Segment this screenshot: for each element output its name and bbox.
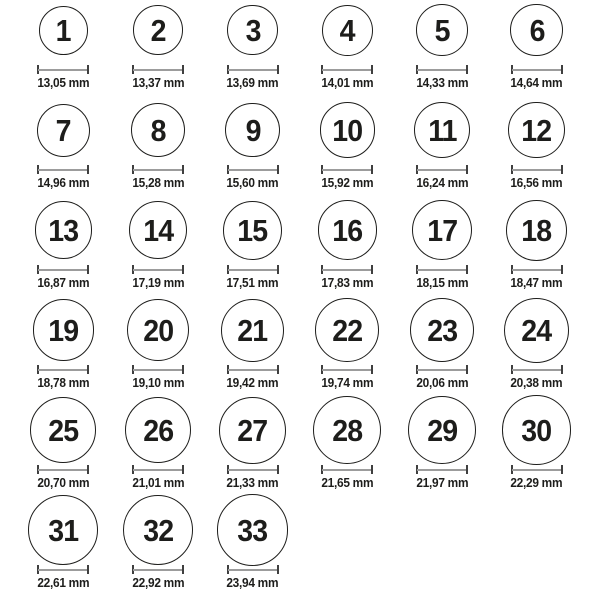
- measure-tick-right-icon: [87, 65, 89, 74]
- measure-line: [38, 469, 88, 471]
- diameter-measure-line: [37, 265, 89, 274]
- ring-size-number: 23: [427, 312, 457, 348]
- diameter-label: 18,47 mm: [510, 276, 563, 291]
- diameter-label: 15,28 mm: [132, 176, 184, 191]
- measure-line: [322, 169, 372, 171]
- measure-tick-right-icon: [182, 465, 184, 474]
- diameter-label: 16,87 mm: [37, 276, 90, 291]
- diameter-label: 20,06 mm: [416, 376, 468, 391]
- ring-circle-area: [205, 100, 300, 160]
- ring-size-item: [395, 0, 490, 100]
- ring-circle: [225, 103, 280, 158]
- diameter-label: 19,42 mm: [226, 376, 279, 391]
- diameter-measure-line: [416, 265, 468, 274]
- measure-tick-right-icon: [561, 465, 563, 474]
- diameter-measure-line: [227, 265, 279, 274]
- ring-circle-area: [300, 0, 395, 60]
- diameter-label: 17,83 mm: [321, 276, 374, 291]
- ring-size-item: [16, 100, 111, 200]
- ring-size-number: 21: [237, 312, 268, 348]
- measure-tick-right-icon: [466, 465, 468, 474]
- ring-size-item: [205, 200, 300, 300]
- ring-circle: [28, 495, 98, 565]
- ring-size-number: 15: [237, 212, 268, 248]
- ring-circle-area: [205, 300, 300, 360]
- ring-circle-area: [111, 400, 206, 460]
- ring-circle-area: [111, 200, 206, 260]
- diameter-label: 21,33 mm: [226, 476, 279, 491]
- measure-line: [417, 469, 467, 471]
- ring-circle: [410, 298, 474, 362]
- diameter-measure-line: [132, 165, 184, 174]
- ring-circle-area: [395, 100, 490, 160]
- diameter-measure-line: [132, 465, 184, 474]
- measure-line: [228, 269, 278, 271]
- ring-size-number: 16: [332, 212, 363, 248]
- measure-tick-right-icon: [561, 265, 563, 274]
- ring-size-number: 32: [143, 512, 173, 548]
- ring-circle: [416, 4, 468, 56]
- diameter-measure-line: [416, 65, 468, 74]
- measure-tick-right-icon: [87, 365, 89, 374]
- ring-circle: [39, 6, 88, 55]
- ring-size-number: 28: [332, 412, 363, 448]
- ring-size-number: 30: [521, 412, 552, 448]
- diameter-measure-line: [132, 265, 184, 274]
- ring-size-item: [489, 300, 584, 400]
- measure-line: [512, 269, 562, 271]
- diameter-label: 14,64 mm: [510, 76, 563, 91]
- measure-line: [322, 69, 372, 71]
- ring-size-item: [16, 300, 111, 400]
- measure-tick-right-icon: [277, 65, 279, 74]
- measure-tick-right-icon: [277, 165, 279, 174]
- ring-size-item: [16, 500, 111, 600]
- ring-size-number: 24: [521, 312, 552, 348]
- diameter-label: 16,24 mm: [416, 176, 468, 191]
- ring-circle-area: [489, 100, 584, 160]
- ring-circle: [320, 102, 375, 157]
- diameter-measure-line: [511, 465, 563, 474]
- measure-tick-right-icon: [182, 565, 184, 574]
- diameter-measure-line: [227, 165, 279, 174]
- diameter-measure-line: [37, 365, 89, 374]
- measure-tick-right-icon: [561, 65, 563, 74]
- ring-circle: [414, 102, 470, 158]
- measure-tick-right-icon: [561, 365, 563, 374]
- measure-line: [322, 269, 372, 271]
- measure-line: [38, 169, 88, 171]
- ring-size-number: 22: [332, 312, 363, 348]
- measure-tick-right-icon: [182, 265, 184, 274]
- diameter-measure-line: [321, 465, 373, 474]
- measure-line: [38, 69, 88, 71]
- diameter-label: 13,37 mm: [132, 76, 184, 91]
- diameter-label: 15,92 mm: [321, 176, 374, 191]
- diameter-label: 13,05 mm: [37, 76, 90, 91]
- measure-tick-right-icon: [371, 65, 373, 74]
- ring-circle-area: [205, 0, 300, 60]
- ring-circle-area: [300, 100, 395, 160]
- ring-size-number: 5: [434, 12, 450, 48]
- ring-circle: [127, 299, 189, 361]
- measure-line: [228, 569, 278, 571]
- diameter-measure-line: [132, 365, 184, 374]
- ring-circle-area: [395, 0, 490, 60]
- ring-size-number: 20: [143, 312, 173, 348]
- diameter-measure-line: [511, 265, 563, 274]
- ring-size-number: 11: [427, 112, 457, 148]
- ring-circle: [125, 397, 192, 464]
- measure-line: [228, 469, 278, 471]
- ring-circle-area: [395, 300, 490, 360]
- ring-size-item: [489, 200, 584, 300]
- diameter-label: 22,61 mm: [37, 576, 90, 591]
- measure-line: [38, 369, 88, 371]
- measure-tick-right-icon: [466, 265, 468, 274]
- measure-line: [512, 169, 562, 171]
- ring-circle-area: [16, 100, 111, 160]
- measure-line: [417, 269, 467, 271]
- ring-circle: [219, 397, 286, 464]
- ring-size-number: 12: [521, 112, 552, 148]
- ring-size-item: [489, 400, 584, 500]
- ring-circle: [221, 299, 284, 362]
- measure-line: [417, 169, 467, 171]
- measure-tick-right-icon: [561, 165, 563, 174]
- ring-circle: [30, 397, 96, 463]
- ring-size-item: [300, 200, 395, 300]
- ring-circle: [504, 298, 569, 363]
- ring-circle-area: [395, 200, 490, 260]
- diameter-label: 18,15 mm: [416, 276, 468, 291]
- ring-circle: [510, 4, 563, 57]
- measure-line: [133, 269, 183, 271]
- measure-tick-right-icon: [277, 565, 279, 574]
- ring-size-item: [395, 300, 490, 400]
- ring-circle-area: [300, 400, 395, 460]
- diameter-measure-line: [321, 265, 373, 274]
- measure-tick-right-icon: [466, 65, 468, 74]
- measure-tick-right-icon: [277, 365, 279, 374]
- measure-line: [133, 169, 183, 171]
- diameter-measure-line: [321, 165, 373, 174]
- diameter-label: 14,01 mm: [321, 76, 374, 91]
- ring-circle: [318, 200, 378, 260]
- measure-tick-right-icon: [87, 465, 89, 474]
- ring-size-item: [300, 0, 395, 100]
- ring-circle-area: [489, 400, 584, 460]
- diameter-label: 15,60 mm: [226, 176, 279, 191]
- ring-circle: [33, 299, 95, 361]
- ring-size-number: 8: [150, 112, 166, 148]
- diameter-label: 18,78 mm: [37, 376, 90, 391]
- ring-circle: [129, 201, 187, 259]
- diameter-label: 14,33 mm: [416, 76, 468, 91]
- diameter-measure-line: [416, 165, 468, 174]
- measure-line: [228, 69, 278, 71]
- ring-circle-area: [16, 0, 111, 60]
- ring-circle: [502, 395, 571, 464]
- measure-line: [322, 469, 372, 471]
- ring-size-item: [395, 400, 490, 500]
- ring-circle-area: [111, 100, 206, 160]
- measure-line: [417, 369, 467, 371]
- measure-tick-right-icon: [182, 65, 184, 74]
- ring-circle: [408, 396, 477, 465]
- ring-size-number: 4: [339, 12, 355, 48]
- diameter-label: 21,65 mm: [321, 476, 374, 491]
- ring-circle-area: [111, 500, 206, 560]
- ring-circle: [35, 201, 92, 258]
- measure-line: [512, 69, 562, 71]
- diameter-measure-line: [37, 465, 89, 474]
- ring-size-number: 9: [245, 112, 261, 148]
- measure-tick-right-icon: [277, 265, 279, 274]
- measure-line: [417, 69, 467, 71]
- measure-line: [228, 369, 278, 371]
- ring-circle: [227, 5, 277, 55]
- measure-line: [38, 269, 88, 271]
- measure-tick-right-icon: [466, 365, 468, 374]
- diameter-measure-line: [227, 365, 279, 374]
- diameter-measure-line: [227, 565, 279, 574]
- diameter-measure-line: [511, 165, 563, 174]
- ring-circle: [223, 201, 282, 260]
- diameter-measure-line: [37, 165, 89, 174]
- ring-size-item: [205, 100, 300, 200]
- measure-line: [512, 469, 562, 471]
- ring-size-item: [111, 0, 206, 100]
- diameter-label: 22,92 mm: [132, 576, 184, 591]
- ring-circle: [123, 495, 194, 566]
- measure-tick-right-icon: [182, 165, 184, 174]
- measure-line: [133, 569, 183, 571]
- diameter-label: 23,94 mm: [226, 576, 279, 591]
- ring-circle-area: [205, 400, 300, 460]
- ring-size-item: [16, 0, 111, 100]
- diameter-label: 19,10 mm: [132, 376, 184, 391]
- ring-size-number: 31: [48, 512, 79, 548]
- ring-size-item: [205, 300, 300, 400]
- measure-line: [133, 469, 183, 471]
- ring-size-item: [205, 400, 300, 500]
- diameter-label: 17,19 mm: [132, 276, 184, 291]
- diameter-measure-line: [37, 65, 89, 74]
- ring-size-number: 6: [529, 12, 545, 48]
- diameter-measure-line: [511, 65, 563, 74]
- ring-circle-area: [16, 300, 111, 360]
- ring-size-item: [111, 300, 206, 400]
- ring-circle: [313, 396, 381, 464]
- ring-size-number: 3: [245, 12, 261, 48]
- diameter-label: 14,96 mm: [37, 176, 90, 191]
- ring-size-number: 10: [332, 112, 363, 148]
- ring-size-item: [16, 400, 111, 500]
- ring-circle-area: [489, 300, 584, 360]
- ring-size-number: 2: [150, 12, 166, 48]
- ring-size-number: 14: [143, 212, 173, 248]
- diameter-label: 20,70 mm: [37, 476, 90, 491]
- diameter-measure-line: [132, 65, 184, 74]
- measure-line: [133, 69, 183, 71]
- measure-tick-right-icon: [87, 165, 89, 174]
- ring-circle: [131, 103, 185, 157]
- measure-tick-right-icon: [87, 265, 89, 274]
- diameter-measure-line: [321, 365, 373, 374]
- ring-size-item: [16, 200, 111, 300]
- diameter-label: 22,29 mm: [510, 476, 563, 491]
- ring-circle: [315, 298, 379, 362]
- diameter-label: 16,56 mm: [510, 176, 563, 191]
- measure-line: [512, 369, 562, 371]
- diameter-measure-line: [227, 465, 279, 474]
- ring-size-item: [111, 500, 206, 600]
- ring-circle: [506, 200, 567, 261]
- ring-circle-area: [205, 200, 300, 260]
- ring-circle: [217, 494, 288, 565]
- diameter-label: 17,51 mm: [226, 276, 279, 291]
- measure-tick-right-icon: [371, 165, 373, 174]
- diameter-label: 19,74 mm: [321, 376, 374, 391]
- ring-size-item: [300, 300, 395, 400]
- ring-size-item: [111, 400, 206, 500]
- ring-size-number: 7: [55, 112, 71, 148]
- ring-size-item: [300, 400, 395, 500]
- ring-size-number: 26: [143, 412, 173, 448]
- ring-circle: [412, 200, 472, 260]
- diameter-measure-line: [227, 65, 279, 74]
- diameter-label: 21,01 mm: [132, 476, 184, 491]
- ring-size-number: 33: [237, 512, 268, 548]
- measure-tick-right-icon: [182, 365, 184, 374]
- ring-size-item: [205, 0, 300, 100]
- ring-circle-area: [16, 500, 111, 560]
- ring-size-number: 19: [48, 312, 79, 348]
- ring-size-item: [489, 100, 584, 200]
- measure-line: [228, 169, 278, 171]
- ring-circle-area: [111, 0, 206, 60]
- ring-size-number: 25: [48, 412, 79, 448]
- diameter-label: 13,69 mm: [226, 76, 279, 91]
- measure-tick-right-icon: [466, 165, 468, 174]
- measure-line: [322, 369, 372, 371]
- diameter-measure-line: [416, 465, 468, 474]
- measure-line: [38, 569, 88, 571]
- ring-size-item: [205, 500, 300, 600]
- diameter-label: 20,38 mm: [510, 376, 563, 391]
- ring-circle: [508, 102, 565, 159]
- ring-size-item: [111, 200, 206, 300]
- ring-circle-area: [489, 0, 584, 60]
- diameter-measure-line: [511, 365, 563, 374]
- ring-size-number: 13: [48, 212, 79, 248]
- ring-size-item: [111, 100, 206, 200]
- ring-circle-area: [205, 500, 300, 560]
- measure-line: [133, 369, 183, 371]
- ring-size-number: 29: [427, 412, 457, 448]
- ring-circle-area: [489, 200, 584, 260]
- ring-size-number: 1: [55, 12, 71, 48]
- measure-tick-right-icon: [371, 265, 373, 274]
- ring-circle-area: [16, 200, 111, 260]
- diameter-measure-line: [132, 565, 184, 574]
- ring-size-number: 18: [521, 212, 552, 248]
- ring-size-number: 27: [237, 412, 268, 448]
- ring-circle: [322, 5, 373, 56]
- ring-size-item: [395, 200, 490, 300]
- ring-circle: [37, 104, 90, 157]
- ring-size-item: [395, 100, 490, 200]
- diameter-measure-line: [37, 565, 89, 574]
- measure-tick-right-icon: [87, 565, 89, 574]
- ring-circle-area: [300, 200, 395, 260]
- measure-tick-right-icon: [371, 365, 373, 374]
- diameter-measure-line: [416, 365, 468, 374]
- ring-circle-area: [16, 400, 111, 460]
- ring-size-number: 17: [427, 212, 457, 248]
- measure-tick-right-icon: [371, 465, 373, 474]
- ring-circle-area: [300, 300, 395, 360]
- measure-tick-right-icon: [277, 465, 279, 474]
- diameter-label: 21,97 mm: [416, 476, 468, 491]
- ring-size-item: [300, 100, 395, 200]
- ring-circle: [133, 5, 183, 55]
- ring-size-item: [489, 0, 584, 100]
- diameter-measure-line: [321, 65, 373, 74]
- ring-circle-area: [111, 300, 206, 360]
- ring-circle-area: [395, 400, 490, 460]
